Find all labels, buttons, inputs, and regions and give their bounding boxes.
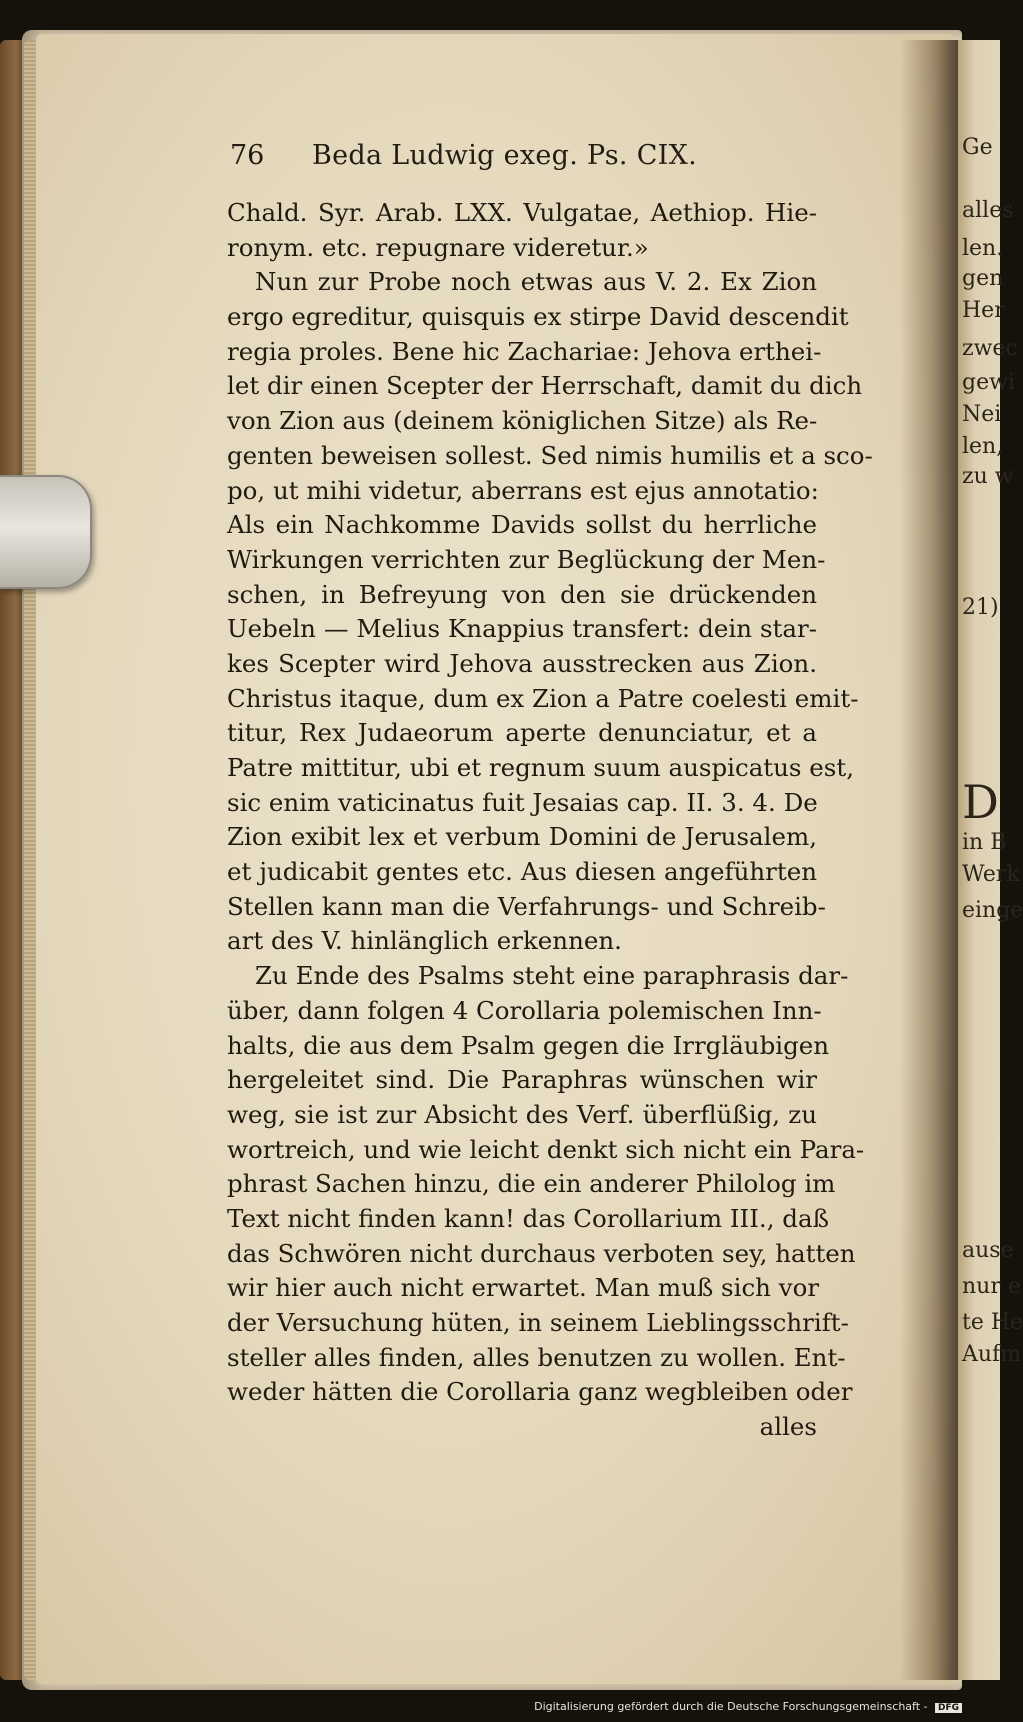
digitization-credit <box>534 1700 962 1713</box>
text-line: wir hier auch nicht erwartet. Man muß sich vor <box>227 1273 820 1303</box>
body-text <box>227 196 873 1445</box>
facing-page-fragment: ause <box>962 1238 1014 1263</box>
page-number: 76 <box>230 140 265 171</box>
dfg-logo: DFG <box>935 1703 962 1713</box>
text-line: phrast Sachen hinzu, die ein anderer Philolog im <box>227 1169 836 1199</box>
facing-page-fragment: alles <box>962 198 1014 223</box>
facing-page-fragment: len, <box>962 434 1004 459</box>
text-line: Stellen kann man die Verfahrungs- und Schreib- <box>227 891 826 921</box>
book-gutter-shadow <box>900 40 960 1680</box>
facing-page-fragment: Aufm <box>962 1342 1022 1367</box>
text-line: kes Scepter wird Jehova ausstrecken aus Zion. <box>227 648 817 678</box>
facing-page-fragment: gen <box>962 266 1004 291</box>
facing-page-fragment: D <box>962 775 999 829</box>
text-line: Als ein Nachkomme Davids sollst du herrliche <box>227 510 817 540</box>
facing-page-fragment: Ge <box>962 135 993 160</box>
facing-page-fragment: Werk <box>962 862 1020 887</box>
facing-page-fragment: te He <box>962 1310 1023 1335</box>
facing-page-fragment: 21) <box>962 595 999 620</box>
facing-page-fragment: zu w <box>962 464 1014 489</box>
text-line: schen, in Befreyung von den sie drückenden <box>227 579 817 609</box>
text-line: von Zion aus (deinem königlichen Sitze) als Re- <box>227 406 818 436</box>
facing-page-fragment: gewi <box>962 370 1015 395</box>
text-line: weder hätten die Corollaria ganz wegbleiben oder <box>227 1377 853 1407</box>
text-line: Zion exibit lex et verbum Domini de Jerusalem, <box>227 822 817 852</box>
text-line: Nun zur Probe noch etwas aus V. 2. Ex Zion <box>255 267 817 297</box>
text-line: Wirkungen verrichten zur Beglückung der Men- <box>227 544 826 574</box>
text-line: let dir einen Scepter der Herrschaft, damit du dich <box>227 371 863 401</box>
text-line: sic enim vaticinatus fuit Jesaias cap. II. 3. 4. De <box>227 787 818 817</box>
text-line: ronym. etc. repugnare videretur.» <box>227 232 649 262</box>
text-line: steller alles finden, alles benutzen zu wollen. Ent- <box>227 1342 846 1372</box>
text-line: halts, die aus dem Psalm gegen die Irrgläubigen <box>227 1030 830 1060</box>
facing-page-fragment: Her <box>962 298 1005 323</box>
text-line: Chald. Syr. Arab. LXX. Vulgatae, Aethiop. Hie- <box>227 198 817 227</box>
text-line: wortreich, und wie leicht denkt sich nicht ein Para- <box>227 1134 865 1164</box>
page-clip <box>0 475 92 589</box>
facing-page-fragment: in B <box>962 830 1007 855</box>
credit-text: Digitalisierung gefördert durch die Deutsche Forschungsgemeinschaft - <box>534 1700 928 1713</box>
text-line: ergo egreditur, quisquis ex stirpe David descendit <box>227 302 849 332</box>
text-line: po, ut mihi videtur, aberrans est ejus annotatio: <box>227 475 819 505</box>
text-line: titur, Rex Judaeorum aperte denunciatur, et a <box>227 718 817 748</box>
facing-page-fragment: len. <box>962 236 1004 261</box>
text-line: über, dann folgen 4 Corollaria polemischen Inn- <box>227 995 822 1025</box>
text-line: Christus itaque, dum ex Zion a Patre coelesti emit- <box>227 683 859 713</box>
facing-page-fragment: einge <box>962 898 1023 923</box>
text-line: weg, sie ist zur Absicht des Verf. überflüßig, zu <box>227 1099 817 1129</box>
text-line: Text nicht finden kann! das Corollarium III., daß <box>227 1203 829 1233</box>
facing-page-fragment: Nei <box>962 402 1002 427</box>
facing-page-fragment: zwec <box>962 336 1018 361</box>
facing-page <box>958 40 1023 1680</box>
facing-page-fragment: nur e <box>962 1274 1021 1299</box>
text-line: das Schwören nicht durchaus verboten sey, hatten <box>227 1238 856 1268</box>
text-line: Uebeln — Melius Knappius transfert: dein star- <box>227 614 817 644</box>
text-line: hergeleitet sind. Die Paraphras wünschen wir <box>227 1065 817 1095</box>
text-line: Patre mittitur, ubi et regnum suum auspicatus est, <box>227 753 854 782</box>
text-line: genten beweisen sollest. Sed nimis humilis et a sco- <box>227 440 873 470</box>
running-title: Beda Ludwig exeg. Ps. CIX. <box>312 140 698 171</box>
text-line: Zu Ende des Psalms steht eine paraphrasis dar- <box>255 961 849 991</box>
text-line: et judicabit gentes etc. Aus diesen angeführten <box>227 857 817 887</box>
text-line: art des V. hinlänglich erkennen. <box>227 926 622 956</box>
catchword: alles <box>759 1412 817 1442</box>
page-header <box>230 140 750 180</box>
text-line: der Versuchung hüten, in seinem Lieblingsschrift- <box>227 1308 849 1337</box>
text-line: regia proles. Bene hic Zachariae: Jehova erthei- <box>227 336 822 366</box>
